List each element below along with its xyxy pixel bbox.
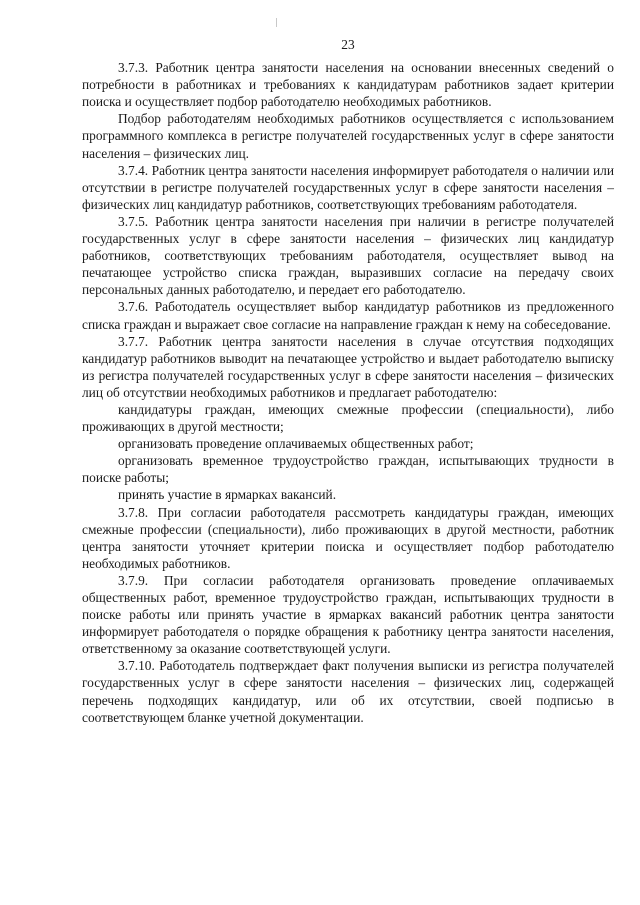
list-item-temporary-employment: организовать временное трудоустройство граждан, испытывающих трудности в поиске работы; [82, 453, 614, 486]
list-item-public-works: организовать проведение оплачиваемых общественных работ; [118, 436, 474, 452]
page-number: 23 [341, 37, 355, 52]
paragraph-3-7-10: 3.7.10. Работодатель подтверждает факт получения выписки из регистра получателей государственных услуг в сфере занятости населения – физических лиц, содержащей перечень подходящих кандидатур, или об их отсутствии, своей подписью в соответствующем бланке учетной документации. [82, 658, 614, 725]
paragraph-3-7-5: 3.7.5. Работник центра занятости населения при наличии в регистре получателей государственных услуг в сфере занятости населения – физических лиц кандидатур работников, соответствующих требованиям работодателя, осуществляет вывод на печатающее устройство списка граждан, выразивших согласие на передачу своих персональных данных работодателю, и передает его работодателю. [82, 213, 614, 298]
document-body [82, 59, 614, 726]
list-item-related-professions: кандидатуры граждан, имеющих смежные профессии (специальности), либо проживающих в другой местности; [82, 401, 614, 435]
paragraph-selection-note: Подбор работодателям необходимых работников осуществляется с использованием программного комплекса в регистре получателей государственных услуг в сфере занятости населения – физических лиц. [82, 111, 614, 161]
scan-mark [276, 18, 277, 27]
paragraph-3-7-7: 3.7.7. Работник центра занятости населения в случае отсутствия подходящих кандидатур работников выводит на печатающее устройство и выдает работодателю выписку из регистра получателей государственных услуг в сфере занятости населения – физических лиц об отсутствии необходимых работников и предлагает работодателю: [82, 333, 614, 400]
paragraph-3-7-8: 3.7.8. При согласии работодателя рассмотреть кандидатуры граждан, имеющих смежные профессии (специальности), либо проживающих в другой местности, работник центра занятости уточняет критерии поиска и осуществляет подбор работодателю необходимых работников. [82, 504, 614, 571]
paragraph-3-7-4: 3.7.4. Работник центра занятости населения информирует работодателя о наличии или отсутствии в регистре получателей государственных услуг в сфере занятости населения – физических лиц кандидатур работников, соответствующих требованиям работодателя. [82, 162, 614, 212]
list-item-job-fairs: принять участие в ярмарках вакансий. [118, 487, 337, 503]
paragraph-3-7-6: 3.7.6. Работодатель осуществляет выбор кандидатур работников из предложенного списка граждан и выражает свое согласие на направление граждан к нему на собеседование. [82, 299, 614, 332]
paragraph-3-7-9: 3.7.9. При согласии работодателя организовать проведение оплачиваемых общественных работ, временное трудоустройство граждан, испытывающих трудности в поиске работы или принять участие в ярмарках вакансий работник центра занятости информирует работодателя о порядке обращения к работнику центра занятости населения, ответственному за оказание соответствующей услуги. [82, 572, 614, 657]
paragraph-3-7-3: 3.7.3. Работник центра занятости населения на основании внесенных сведений о потребности в работниках и требованиях к кандидатурам работников задает критерии поиска и осуществляет подбор работодателю необходимых работников. [82, 60, 614, 110]
